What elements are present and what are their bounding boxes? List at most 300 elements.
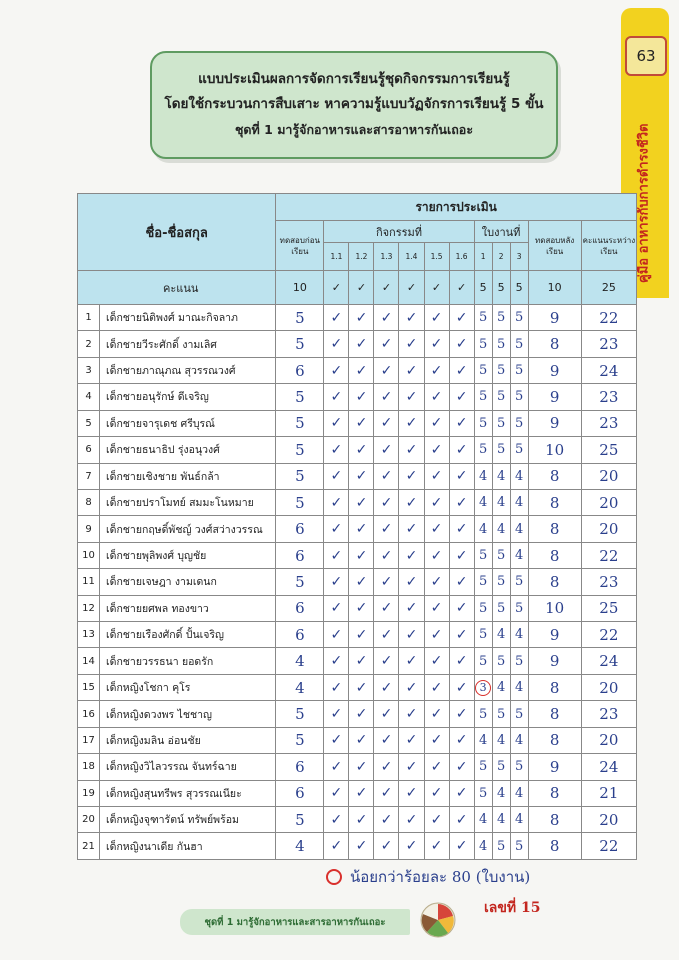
activity-check: ✓ [324,674,349,700]
worksheet-score: 4 [492,463,510,489]
activity-check: ✓ [424,595,449,621]
total-score: 25 [581,437,636,463]
posttest-score: 10 [528,437,581,463]
row-number: 18 [78,754,100,780]
activity-check: ✓ [399,437,424,463]
pretest-score: 5 [276,437,324,463]
activity-check: ✓ [424,305,449,331]
activity-check: ✓ [399,384,424,410]
table-row [78,437,637,463]
worksheet-score: 4 [492,807,510,833]
footer-bar [180,909,410,935]
pretest-score: 5 [276,463,324,489]
worksheet-score: 4 [474,727,492,753]
activity-check: ✓ [399,754,424,780]
worksheet-score: 4 [474,516,492,542]
student-name: เด็กชายนิติพงศ์ มาณะกิจลาภ [100,305,276,331]
worksheet-score: 5 [474,357,492,383]
activity-check: ✓ [374,780,399,806]
activity-check: ✓ [449,410,474,436]
activity-col-header: 1.3 [374,243,399,271]
table-row [78,595,637,621]
side-tab-red: คู่มือ อาหารกับการดำรงชีวิต [636,123,652,283]
worksheet-score: 4 [510,780,528,806]
max-score-cell: 5 [510,271,528,305]
student-name: เด็กชายธนาธิป รุ่งอนุวงศ์ [100,437,276,463]
activity-col-header: 1.6 [449,243,474,271]
worksheet-score: 4 [492,622,510,648]
activity-check: ✓ [449,754,474,780]
student-name: เด็กชายอนุรักษ์ ดีเจริญ [100,384,276,410]
activity-check: ✓ [449,701,474,727]
posttest-score: 8 [528,833,581,860]
activity-check: ✓ [374,489,399,515]
student-name: เด็กหญิงนาเดีย กันฮา [100,833,276,860]
legend-note [326,865,616,889]
evaluation-header: รายการประเมิน [276,194,637,221]
student-name: เด็กหญิงมลิน อ่อนชัย [100,727,276,753]
activity-check: ✓ [374,357,399,383]
activity-check: ✓ [424,542,449,568]
posttest-score: 8 [528,463,581,489]
activity-check: ✓ [324,331,349,357]
activity-check: ✓ [349,569,374,595]
row-number: 2 [78,331,100,357]
student-name: เด็กหญิงโชกา คุโร [100,674,276,700]
activity-check: ✓ [424,357,449,383]
posttest-score: 9 [528,754,581,780]
circle-marker-icon [326,869,342,885]
table-row [78,542,637,568]
activity-check: ✓ [374,542,399,568]
pretest-score: 6 [276,622,324,648]
activity-check: ✓ [324,489,349,515]
activity-check: ✓ [399,595,424,621]
activity-check: ✓ [424,489,449,515]
activity-check: ✓ [424,701,449,727]
worksheet-score: 4 [474,463,492,489]
row-number: 6 [78,437,100,463]
total-score: 20 [581,516,636,542]
max-score-cell: 5 [474,271,492,305]
activity-check: ✓ [399,780,424,806]
activity-check: ✓ [399,569,424,595]
row-number: 11 [78,569,100,595]
table-row [78,357,637,383]
table-row [78,701,637,727]
table-row [78,569,637,595]
activity-check: ✓ [424,833,449,860]
max-score-cell: ✓ [449,271,474,305]
row-number: 5 [78,410,100,436]
max-score-cell: ✓ [374,271,399,305]
student-name: เด็กหญิงวิไลวรรณ จันทร์ฉาย [100,754,276,780]
table-row [78,780,637,806]
total-score: 20 [581,463,636,489]
activity-check: ✓ [399,833,424,860]
activity-check: ✓ [349,305,374,331]
student-name: เด็กชายพุลิพงศ์ บุญชัย [100,542,276,568]
activity-check: ✓ [449,331,474,357]
activity-check: ✓ [374,305,399,331]
activity-check: ✓ [424,410,449,436]
activity-check: ✓ [399,516,424,542]
title-box [150,51,558,159]
activity-check: ✓ [324,833,349,860]
worksheet-score: 4 [510,516,528,542]
footer-text: ชุดที่ 1 มารู้จักอาหารและสารอาหารกันเถอะ [204,916,386,928]
total-score: 23 [581,701,636,727]
page-number: 63 [625,36,667,76]
posttest-score: 8 [528,489,581,515]
pretest-score: 5 [276,331,324,357]
worksheet-score: 4 [510,463,528,489]
activity-check: ✓ [374,410,399,436]
worksheet-score: 5 [510,357,528,383]
activity-check: ✓ [399,357,424,383]
activity-check: ✓ [324,463,349,489]
pretest-score: 6 [276,595,324,621]
title-line-2: โดยใช้กระบวนการสืบเสาะ หาความรู้แบบวัฏจักรการเรียนรู้ 5 ขั้น [164,96,544,112]
total-score: 24 [581,648,636,674]
total-score: 20 [581,674,636,700]
activity-check: ✓ [449,622,474,648]
activity-check: ✓ [449,305,474,331]
activity-check: ✓ [449,595,474,621]
total-score: 20 [581,727,636,753]
posttest-score: 8 [528,516,581,542]
row-number: 17 [78,727,100,753]
total-score: 20 [581,807,636,833]
circled-low-score: 3 [475,680,491,696]
max-score-cell: 5 [492,271,510,305]
activity-check: ✓ [349,701,374,727]
worksheet-score: 5 [492,542,510,568]
pretest-score: 6 [276,516,324,542]
pretest-score: 4 [276,648,324,674]
pretest-score: 6 [276,780,324,806]
row-number: 7 [78,463,100,489]
worksheet-score: 5 [510,595,528,621]
activity-check: ✓ [349,437,374,463]
activity-check: ✓ [449,674,474,700]
activity-check: ✓ [399,648,424,674]
worksheet-score: 5 [510,648,528,674]
posttest-score: 9 [528,648,581,674]
activity-check: ✓ [349,833,374,860]
activity-check: ✓ [324,542,349,568]
worksheet-score: 5 [510,754,528,780]
total-score: 23 [581,331,636,357]
student-name: เด็กชายวรรธนา ยอดรัก [100,648,276,674]
activity-check: ✓ [374,437,399,463]
activity-check: ✓ [324,754,349,780]
activity-check: ✓ [449,727,474,753]
table-row [78,516,637,542]
row-number: 20 [78,807,100,833]
activity-check: ✓ [349,516,374,542]
pretest-score: 5 [276,305,324,331]
legend-text: น้อยกว่าร้อยละ 80 (ใบงาน) [350,868,531,886]
student-name: เด็กชายภาณุภณ สุวรรณวงศ์ [100,357,276,383]
worksheet-score: 5 [510,437,528,463]
activity-check: ✓ [424,437,449,463]
worksheet-score: 4 [474,807,492,833]
row-number: 13 [78,622,100,648]
worksheet-score: 5 [474,569,492,595]
worksheet-score: 4 [492,727,510,753]
worksheet-score: 4 [492,516,510,542]
max-score-cell: 10 [276,271,324,305]
activity-check: ✓ [374,463,399,489]
activity-check: ✓ [374,648,399,674]
posttest-header: ทดสอบหลังเรียน [528,221,581,271]
activity-check: ✓ [324,357,349,383]
activity-check: ✓ [449,516,474,542]
pretest-score: 4 [276,833,324,860]
activity-check: ✓ [324,595,349,621]
pretest-score: 5 [276,384,324,410]
title-line-3: ชุดที่ 1 มารู้จักอาหารและสารอาหารกันเถอะ [234,122,474,137]
activity-check: ✓ [374,833,399,860]
activity-check: ✓ [324,727,349,753]
student-name: เด็กหญิงจุฑารัตน์ ทรัพย์พร้อม [100,807,276,833]
pretest-score: 5 [276,807,324,833]
worksheet-score: 5 [492,305,510,331]
total-score: 21 [581,780,636,806]
activity-check: ✓ [424,331,449,357]
activity-col-header: 1.2 [349,243,374,271]
worksheet-score: 5 [474,701,492,727]
total-score: 23 [581,410,636,436]
activity-check: ✓ [424,807,449,833]
worksheet-score: 4 [510,807,528,833]
activity-check: ✓ [449,357,474,383]
worksheet-score: 4 [510,674,528,700]
student-name: เด็กชายวีระศักดิ์ งามเลิศ [100,331,276,357]
worksheet-score: 4 [474,489,492,515]
worksheet-score: 5 [492,331,510,357]
row-number: 19 [78,780,100,806]
worksheet-col-header: 3 [510,243,528,271]
posttest-score: 8 [528,780,581,806]
activity-check: ✓ [324,437,349,463]
activity-check: ✓ [349,754,374,780]
posttest-score: 8 [528,674,581,700]
worksheet-score: 4 [474,833,492,860]
pretest-score: 6 [276,542,324,568]
activity-check: ✓ [374,595,399,621]
activity-check: ✓ [424,648,449,674]
worksheet-score: 5 [492,384,510,410]
worksheet-score: 4 [492,489,510,515]
activity-check: ✓ [424,622,449,648]
max-score-cell: 25 [581,271,636,305]
max-score-cell: ✓ [424,271,449,305]
worksheet-score: 5 [474,384,492,410]
pretest-header: ทดสอบก่อนเรียน [276,221,324,271]
title-line-1: แบบประเมินผลการจัดการเรียนรู้ชุดกิจกรรมการเรียนรู้ [198,71,510,87]
row-number: 14 [78,648,100,674]
total-score: 22 [581,305,636,331]
activity-check: ✓ [449,384,474,410]
activity-check: ✓ [324,807,349,833]
posttest-score: 8 [528,569,581,595]
activity-check: ✓ [424,780,449,806]
worksheet-score: 5 [510,569,528,595]
max-score-cell: ✓ [399,271,424,305]
activity-check: ✓ [324,410,349,436]
worksheet-score: 5 [492,437,510,463]
activity-check: ✓ [324,780,349,806]
activity-check: ✓ [399,463,424,489]
worksheet-score: 5 [492,357,510,383]
activity-check: ✓ [349,384,374,410]
posttest-score: 9 [528,357,581,383]
activity-check: ✓ [349,780,374,806]
worksheet-score: 5 [474,780,492,806]
row-number: 16 [78,701,100,727]
pretest-score: 6 [276,357,324,383]
activity-check: ✓ [324,569,349,595]
worksheet-score: 5 [474,437,492,463]
table-row [78,410,637,436]
activity-col-header: 1.1 [324,243,349,271]
activity-check: ✓ [449,463,474,489]
activity-check: ✓ [424,569,449,595]
activity-check: ✓ [349,331,374,357]
activity-check: ✓ [399,331,424,357]
row-number: 3 [78,357,100,383]
activity-check: ✓ [449,833,474,860]
total-score: 24 [581,357,636,383]
worksheet-score: 4 [510,489,528,515]
activity-check: ✓ [449,780,474,806]
activity-check: ✓ [399,542,424,568]
activity-check: ✓ [374,622,399,648]
pretest-score: 5 [276,727,324,753]
worksheet-col-header: 2 [492,243,510,271]
worksheet-score: 5 [492,833,510,860]
table-row [78,463,637,489]
activity-col-header: 1.4 [399,243,424,271]
pretest-score: 5 [276,410,324,436]
row-number: 9 [78,516,100,542]
worksheet-score: 5 [492,701,510,727]
worksheet-score: 5 [510,701,528,727]
activity-check: ✓ [324,305,349,331]
worksheet-score: 5 [474,305,492,331]
total-score: 23 [581,384,636,410]
activity-check: ✓ [374,569,399,595]
row-number: 12 [78,595,100,621]
student-name: เด็กชายจารุเดช ศรีบุรณ์ [100,410,276,436]
row-number: 21 [78,833,100,860]
pretest-score: 5 [276,701,324,727]
table-row [78,622,637,648]
worksheet-score [474,674,492,700]
activity-check: ✓ [399,701,424,727]
student-name: เด็กชายยศพล ทองขาว [100,595,276,621]
activity-check: ✓ [374,754,399,780]
activity-check: ✓ [399,622,424,648]
total-header: คะแนนระหว่างเรียน [581,221,636,271]
worksheet-score: 5 [510,384,528,410]
posttest-score: 9 [528,305,581,331]
row-number: 8 [78,489,100,515]
row-number: 10 [78,542,100,568]
name-header: ชื่อ-ชื่อสกุล [78,194,276,271]
activity-check: ✓ [399,727,424,753]
student-name: เด็กหญิงดวงพร ไชชาญ [100,701,276,727]
worksheet-score: 4 [510,727,528,753]
score-label: คะแนน [78,271,276,305]
activity-check: ✓ [324,701,349,727]
table-row [78,489,637,515]
evaluation-table [77,193,637,860]
worksheet-score: 5 [510,410,528,436]
worksheet-score: 5 [474,622,492,648]
activity-check: ✓ [399,674,424,700]
activity-check: ✓ [449,489,474,515]
worksheet-score: 5 [492,648,510,674]
pretest-score: 5 [276,569,324,595]
worksheet-score: 4 [492,674,510,700]
student-name: เด็กชายเชิงชาย พันธ์กล้า [100,463,276,489]
activity-check: ✓ [349,807,374,833]
activity-check: ✓ [349,727,374,753]
activity-check: ✓ [324,516,349,542]
max-score-cell: 10 [528,271,581,305]
activity-check: ✓ [324,622,349,648]
activity-check: ✓ [349,622,374,648]
posttest-score: 8 [528,727,581,753]
student-name: เด็กชายเจษฎา งามเดนก [100,569,276,595]
total-score: 23 [581,569,636,595]
worksheet-score: 5 [510,331,528,357]
pretest-score: 5 [276,489,324,515]
activity-check: ✓ [374,674,399,700]
activity-check: ✓ [374,727,399,753]
row-number: 4 [78,384,100,410]
activity-check: ✓ [349,648,374,674]
table-row [78,833,637,860]
food-plate-icon [420,902,456,938]
posttest-score: 8 [528,542,581,568]
activity-check: ✓ [424,674,449,700]
posttest-score: 9 [528,384,581,410]
worksheet-score: 4 [510,622,528,648]
table-row [78,331,637,357]
activity-check: ✓ [399,807,424,833]
worksheet-score: 5 [474,542,492,568]
activity-check: ✓ [349,542,374,568]
total-score: 20 [581,489,636,515]
activity-check: ✓ [324,648,349,674]
worksheet-score: 5 [492,410,510,436]
activity-check: ✓ [399,305,424,331]
total-score: 24 [581,754,636,780]
activity-check: ✓ [399,489,424,515]
activity-check: ✓ [449,542,474,568]
max-score-cell: ✓ [324,271,349,305]
student-name: เด็กหญิงสุนทรีพร สุวรรณเนียะ [100,780,276,806]
worksheet-score: 5 [510,833,528,860]
worksheet-score: 4 [492,780,510,806]
pretest-score: 4 [276,674,324,700]
activity-check: ✓ [374,701,399,727]
activity-check: ✓ [349,489,374,515]
